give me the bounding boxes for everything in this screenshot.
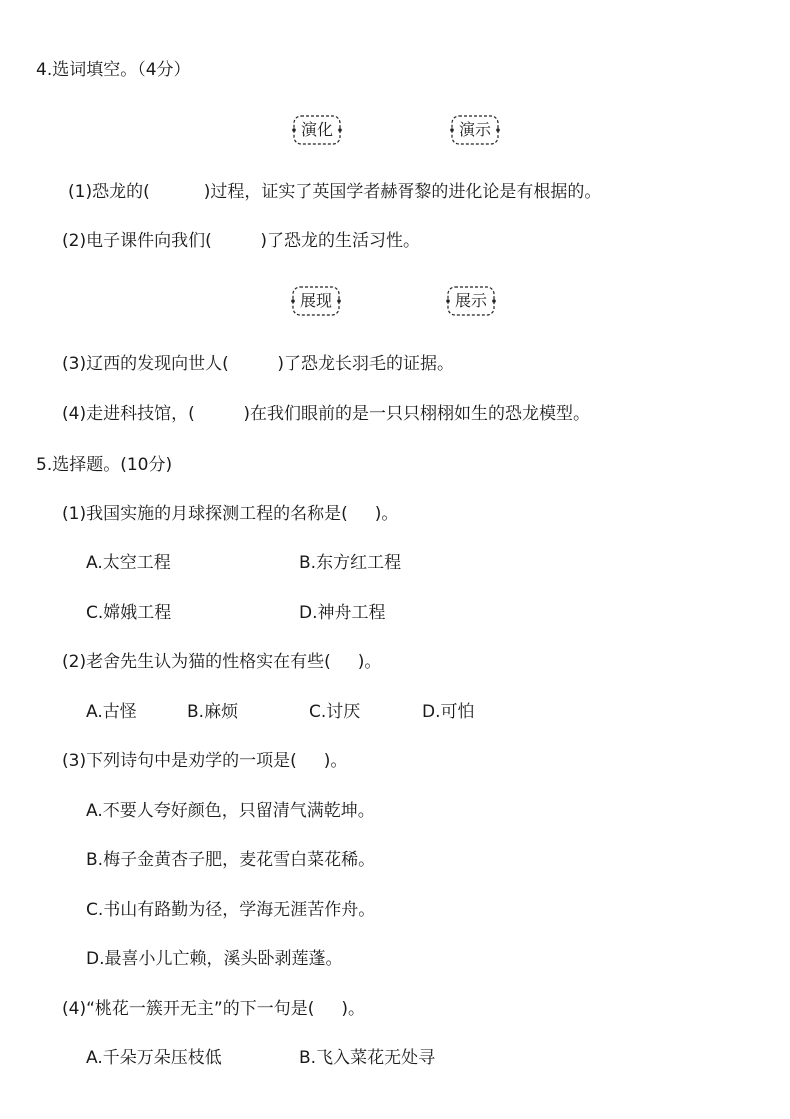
word-box-yanhua [291, 113, 343, 147]
q4-item-4: (4)走进科技馆，( )在我们眼前的是一只只栩栩如生的恐龙模型。 [62, 404, 590, 424]
q4-title: 4.选词填空。（4分） [36, 60, 191, 80]
q5-4-option-b: B.飞入菜花无处寻 [299, 1048, 436, 1068]
q4-item-1: (1)恐龙的( )过程，证实了英国学者赫胥黎的进化论是有根据的。 [68, 182, 602, 202]
q5-2-options-row [86, 701, 686, 723]
q5-3-stem: (3)下列诗句中是劝学的一项是( )。 [62, 751, 348, 771]
q5-2-option-b: B.麻烦 [187, 702, 239, 722]
q5-1-options-row-1 [86, 552, 686, 574]
word-yanshi: 演示 [458, 120, 491, 139]
q5-1-option-a: A.太空工程 [86, 553, 171, 573]
q5-3-option-c: C.书山有路勤为径，学海无涯苦作舟。 [86, 900, 376, 920]
q5-4-stem: (4)“桃花一簇开无主”的下一句是( )。 [62, 999, 365, 1019]
word-box-yanshi [449, 113, 501, 147]
q4-item-2: (2)电子课件向我们( )了恐龙的生活习性。 [62, 231, 420, 251]
q5-4-options-row [86, 1047, 686, 1069]
q4-item-3: (3)辽西的发现向世人( )了恐龙长羽毛的证据。 [62, 354, 454, 374]
q5-1-option-d: D.神舟工程 [299, 603, 386, 623]
q5-3-option-b: B.梅子金黄杏子肥，麦花雪白菜花稀。 [86, 850, 376, 870]
word-box-zhanxian [290, 284, 342, 318]
q5-4-option-a: A.千朵万朵压枝低 [86, 1048, 222, 1068]
q5-1-option-b: B.东方红工程 [299, 553, 402, 573]
word-zhanxian: 展现 [299, 291, 332, 310]
word-yanhua: 演化 [300, 120, 333, 139]
q5-1-stem: (1)我国实施的月球探测工程的名称是( )。 [62, 504, 399, 524]
word-zhanshi: 展示 [454, 291, 487, 310]
q5-2-option-a: A.古怪 [86, 702, 137, 722]
q5-2-option-c: C.讨厌 [309, 702, 361, 722]
q5-1-option-c: C.嫦娥工程 [86, 603, 172, 623]
q5-title: 5.选择题。(10分) [36, 455, 173, 475]
q5-3-option-d: D.最喜小儿亡赖，溪头卧剥莲蓬。 [86, 949, 343, 969]
q5-1-options-row-2 [86, 602, 686, 624]
q5-2-option-d: D.可怕 [422, 702, 475, 722]
word-box-zhanshi [445, 284, 497, 318]
q5-3-option-a: A.不要人夸好颜色，只留清气满乾坤。 [86, 801, 375, 821]
q5-2-stem: (2)老舍先生认为猫的性格实在有些( )。 [62, 652, 382, 672]
